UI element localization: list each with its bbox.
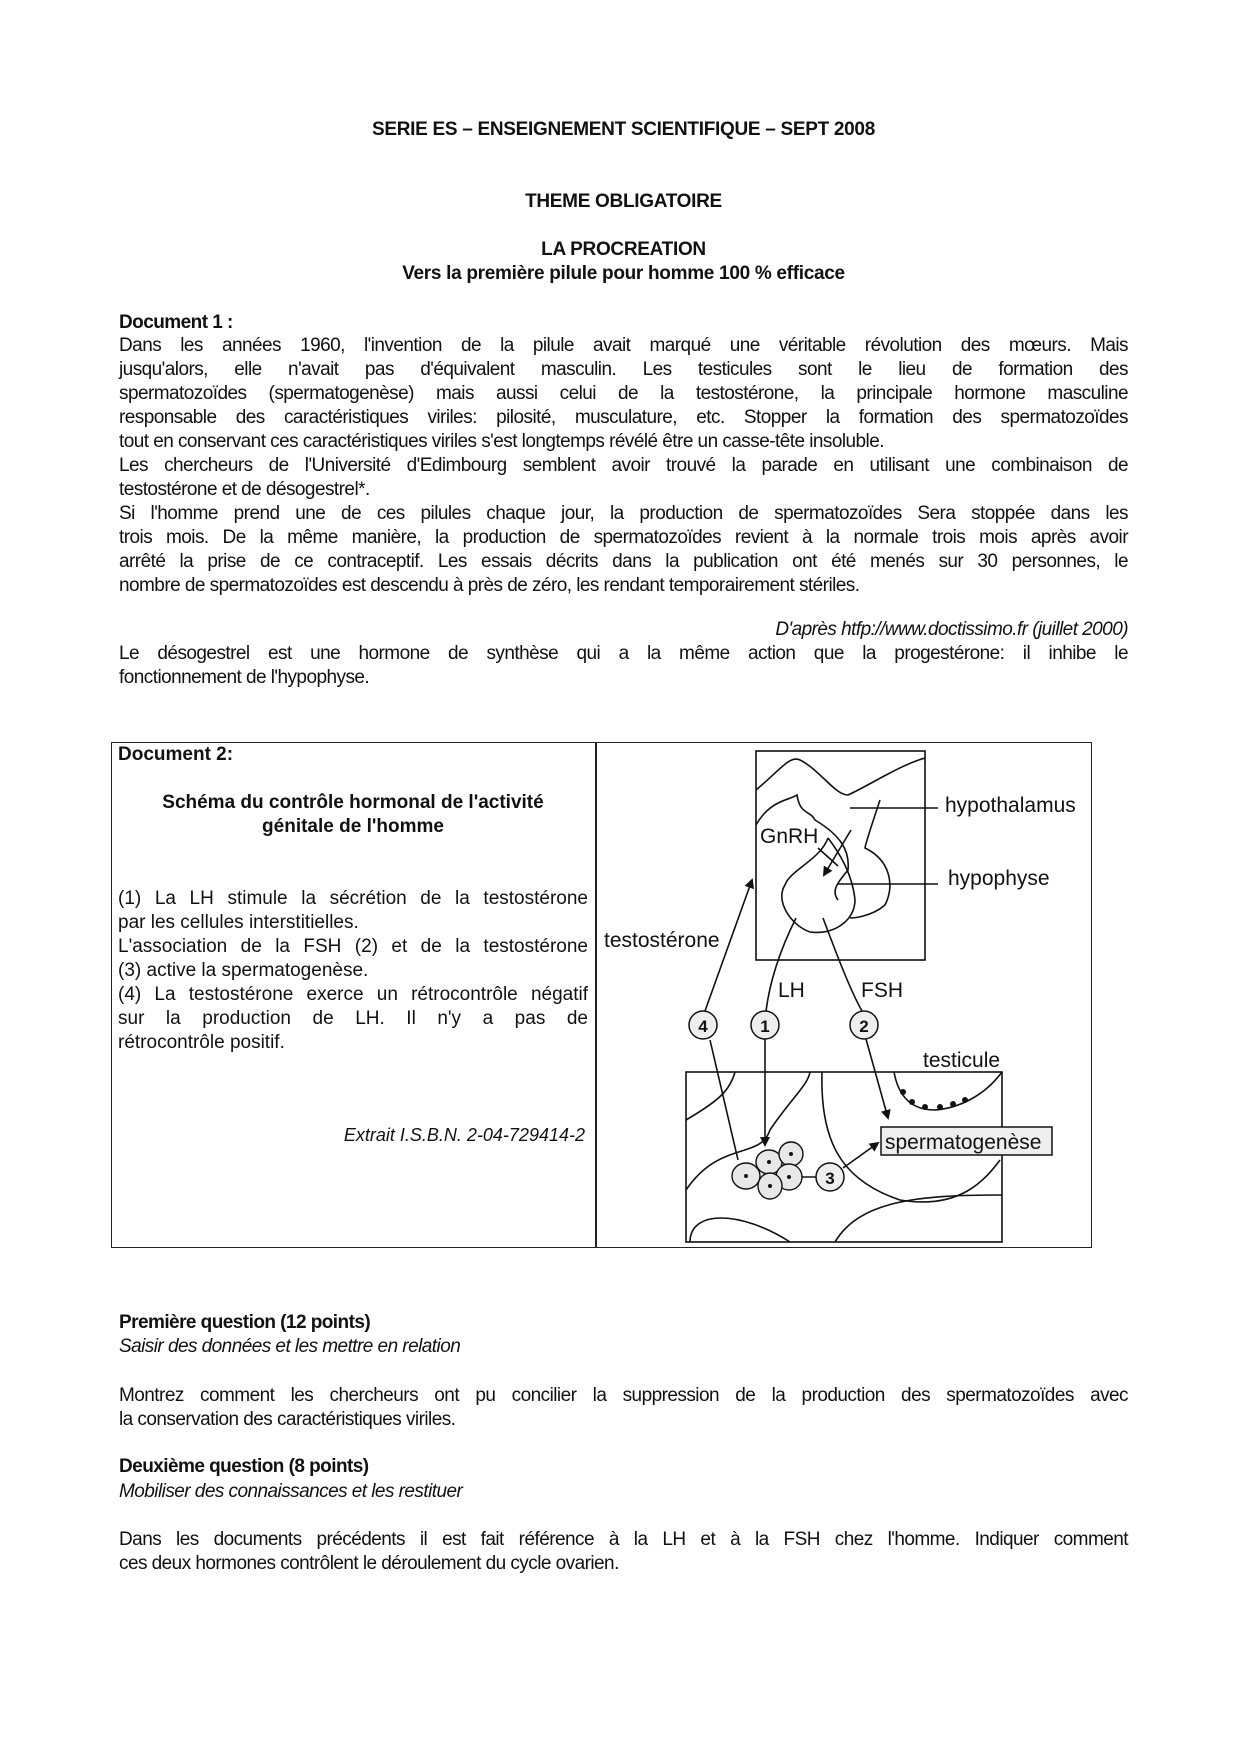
doc1-line: Les chercheurs de l'Université d'Edimbourg semblent avoir trouvé la parade en utilisant une combinaison de bbox=[119, 455, 1128, 476]
doc2-label: Document 2: bbox=[118, 744, 234, 765]
question-2-text: Dans les documents précédents il est fait référence à la LH et à la FSH chez l'homme. Indiquer comment bbox=[119, 1529, 1128, 1550]
page-title: LA PROCREATION bbox=[541, 239, 706, 260]
doc2-line: par les cellules interstitielles. bbox=[118, 912, 359, 933]
doc2-line: (4) La testostérone exerce un rétrocontrôle négatif bbox=[118, 984, 588, 1005]
doc1-note: Le désogestrel est une hormone de synthèse qui a la même action que la progestérone: il inhibe le bbox=[119, 643, 1128, 664]
testicle-box bbox=[686, 1072, 1002, 1242]
pituitary-outline bbox=[782, 838, 855, 932]
step-1-number: 1 bbox=[760, 1017, 770, 1036]
step-3-number: 3 bbox=[825, 1169, 835, 1188]
tubule-line bbox=[690, 1218, 790, 1242]
question-2-text: ces deux hormones contrôlent le déroulement du cycle ovarien. bbox=[119, 1553, 619, 1574]
gnrh-label: GnRH bbox=[760, 825, 819, 848]
doc2-line: sur la production de LH. Il n'y a pas de bbox=[118, 1008, 588, 1029]
question-2-title: Deuxième question (8 points) bbox=[119, 1456, 369, 1477]
doc1-line: spermatozoïdes (spermatogenèse) mais aussi celui de la testostérone, la principale hormone masculine bbox=[119, 383, 1128, 404]
hypophyse-outline bbox=[850, 800, 890, 918]
question-1-text: Montrez comment les chercheurs ont pu concilier la suppression de la production des spermatozoïdes avec bbox=[119, 1385, 1128, 1406]
step-2-number: 2 bbox=[859, 1017, 869, 1036]
doc1-source: D'après htfp://www.doctissimo.fr (juillet 2000) bbox=[775, 619, 1128, 640]
doc1-line: responsable des caractéristiques viriles: pilosité, musculature, etc. Stopper la formation des spermatozoïdes bbox=[119, 407, 1128, 428]
doc2-title: Schéma du contrôle hormonal de l'activité bbox=[162, 792, 544, 813]
brain-outline bbox=[756, 758, 925, 795]
doc1-line: Dans les années 1960, l'invention de la pilule avait marqué une véritable révolution des mœurs. Mais bbox=[119, 335, 1128, 356]
spermatogenesis-arrow bbox=[843, 1143, 878, 1168]
question-1-title: Première question (12 points) bbox=[119, 1312, 371, 1333]
spermatozoa-icon bbox=[900, 1089, 968, 1110]
page-subtitle: Vers la première pilule pour homme 100 % efficace bbox=[402, 263, 845, 284]
lh-label: LH bbox=[778, 979, 805, 1002]
hypophyse-label: hypophyse bbox=[948, 867, 1050, 890]
doc2-title: génitale de l'homme bbox=[262, 816, 444, 837]
doc1-line: nombre de spermatozoïdes est descendu à près de zéro, les rendant temporairement stériles. bbox=[119, 575, 860, 596]
doc1-line: Si l'homme prend une de ces pilules chaque jour, la production de spermatozoïdes Sera stoppée dans les bbox=[119, 503, 1128, 524]
hypothalamus-label: hypothalamus bbox=[945, 794, 1076, 817]
doc1-line: trois mois. De la même manière, la production de spermatozoïdes revient à la normale trois mois après avoir bbox=[119, 527, 1128, 548]
doc2-line: (1) La LH stimule la sécrétion de la testostérone bbox=[118, 888, 588, 909]
theme-heading: THEME OBLIGATOIRE bbox=[525, 191, 722, 212]
question-2-subtitle: Mobiliser des connaissances et les restituer bbox=[119, 1481, 463, 1502]
exam-header: SERIE ES – ENSEIGNEMENT SCIENTIFIQUE – SEPT 2008 bbox=[372, 119, 875, 140]
doc1-note: fonctionnement de l'hypophyse. bbox=[119, 667, 370, 688]
testosterone-label: testostérone bbox=[604, 929, 720, 952]
doc2-line: rétrocontrôle positif. bbox=[118, 1032, 285, 1053]
spermatogenese-label: spermatogenèse bbox=[885, 1131, 1042, 1154]
testosterone-line bbox=[710, 1040, 738, 1160]
doc1-line: arrêté la prise de ce contraceptif. Les essais décrits dans la publication ont été menés sur 30 personnes, le bbox=[119, 551, 1128, 572]
step-4-number: 4 bbox=[698, 1017, 708, 1036]
doc1-line: jusqu'alors, elle n'avait pas d'équivalent masculin. Les testicules sont le lieu de formation des bbox=[119, 359, 1128, 380]
doc1-label: Document 1 : bbox=[119, 312, 233, 333]
doc2-line: (3) active la spermatogenèse. bbox=[118, 960, 369, 981]
fsh-label: FSH bbox=[861, 979, 903, 1002]
doc2-source: Extrait I.S.B.N. 2-04-729414-2 bbox=[343, 1125, 585, 1145]
fsh-arrow bbox=[866, 1039, 888, 1118]
fsh-line bbox=[823, 918, 862, 1011]
doc2-line: L'association de la FSH (2) et de la testostérone bbox=[118, 936, 588, 957]
doc1-line: testostérone et de désogestrel*. bbox=[119, 479, 370, 500]
question-1-subtitle: Saisir des données et les mettre en relation bbox=[119, 1336, 461, 1357]
testicule-label: testicule bbox=[923, 1049, 1001, 1072]
doc1-line: tout en conservant ces caractéristiques viriles s'est longtemps révélé être un casse-tête insoluble. bbox=[119, 431, 884, 452]
question-1-text: la conservation des caractéristiques viriles. bbox=[119, 1409, 456, 1430]
